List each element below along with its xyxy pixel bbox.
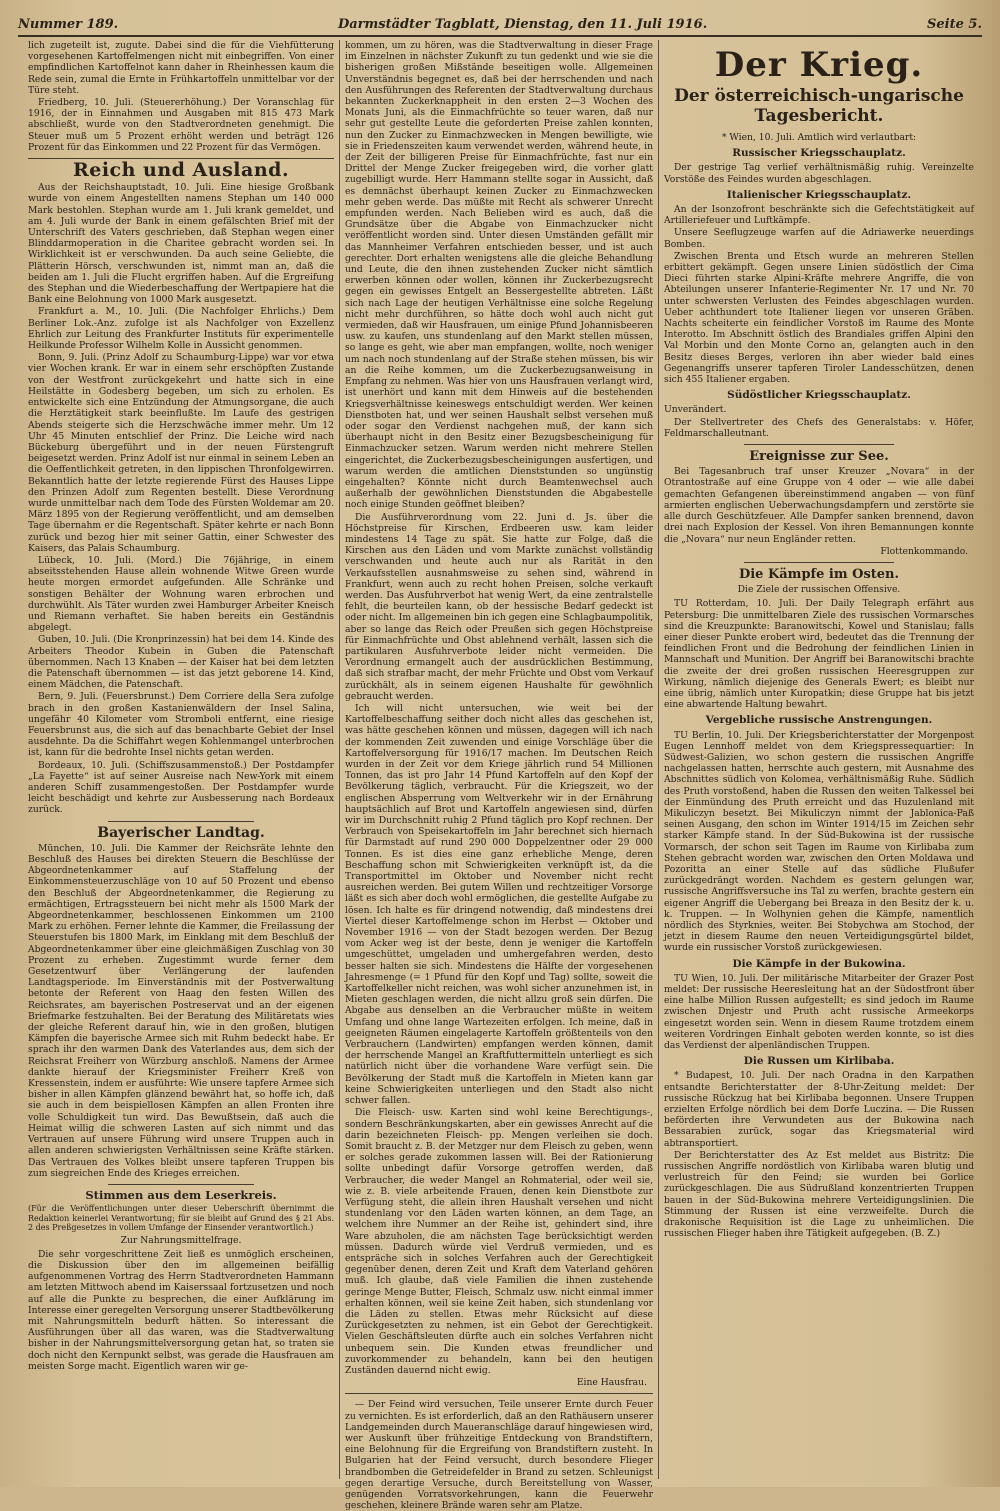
article-paragraph: Unsere Seeflugzeuge warfen auf die Adriawerke neuerdings Bomben. — [664, 227, 974, 250]
article-paragraph: Ich will nicht untersuchen, wie weit bei der Kartoffelbeschaffung seither doch nicht alles das geschehen ist, was hätte geschehen können und müssen, dagegen will ich nach der kommenden Zeit zuwenden und einige Vorschläge über die Kartoffelversorgung für 1916/17 machen. Im Deutschen Reich wurden in der Zeit vor dem Kriege jährlich rund 54 Millionen Tonnen, das ist pro Jahr 14 Pfund Kartoffeln auf den Kopf der Bevölkerung täglich, verbraucht. Für die Kriegszeit, wo der englischen Absperrung vom Weltverkehr wir in der Ernährung hauptsächlich auf Brot und Kartoffeln angewiesen sind, dürfen wir im Durchschnitt ruhig 2 Pfund täglich pro Kopf rechnen. Der Verbrauch von Speisekartoffeln im Jahr berechnet sich hiernach für Darmstadt auf rund 290 000 Doppelzentner oder 29 000 Tonnen. Es ist dies eine ganz erhebliche Menge, deren Beschaffung schon mit Schwierigkeiten verknüpft ist, da die Transportmittel im Oktober und November nicht recht ausreichen werden. Bei gutem Willen und rechtzeitiger Vorsorge läßt es sich aber doch wohl ermöglichen, die gestellte Aufgabe zu lösen. Ich halte es für dringend notwendig, daß mindestens drei Viertel dieser Kartoffelmenge schon im Herbst — Oktober und November 1916 — von der Stadt bezogen werden. Der Bezug vom Acker weg ist der beste, denn je weniger die Kartoffeln umgeschüttet, umgeladen und umhergefahren werden, desto besser halten sie sich. Mindestens die Hälfte der vorgesehenen Jahresmenge (= 1 Pfund für den Kopf und Tag) sollte, soweit die Kartoffelkeller nicht reichen, was wohl sicher anzunehmen ist, in Mieten geschlagen werden, die nicht allzu groß sein dürfen. Die Abgabe aus denselben an die Verbraucher müßte in weitem Umfang und ohne lange Wartezeiten erfolgen. Ich meine, daß in geeigneten Räumen eingelagerte Kartoffeln größtenteils von den Verbrauchern (Landwirten) empfangen werden können, damit der herrschende Mangel an Kraftfuttermitteln unterliegt es sich natürlich nicht über die vorhandene Ware verfügt sein. Die Bevölkerung der Stadt muß die Kartoffeln in Mieten kann gar keine Schwierigkeiten unterliegen und den Stadt also nicht schwer fallen. — [345, 702, 653, 1107]
article-paragraph: Unverändert. — [664, 404, 727, 416]
divider — [108, 821, 254, 822]
divider — [744, 562, 894, 563]
article-paragraph: * Budapest, 10. Juli. Der nach Oradna in den Karpathen entsandte Berichterstatter der 8-Uhr-Zeitung meldet: Der russische Rückzug hat bei Kirlibaba begonnen. Unsere Truppen erzielten Erfolge nördlich bei dem Dorfe Luczina. — Die Russen beförderten ihre Verwundeten aus der Bukowina nach Bessarabien zurück, sogar das Kriegsmaterial wird abtransportiert. — [664, 1070, 974, 1149]
editorial-note: (Für die Veröffentlichungen unter dieser Ueberschrift übernimmt die Redaktion keinerlei Verantwortung; für sie bleibt auf Grund des § 21 Abs. 2 des Preßgesetzes in vollem Umfange der Einsender verantwortlich.) — [28, 1204, 334, 1233]
article-paragraph: TU Wien, 10. Juli. Der militärische Mitarbeiter der Grazer Post meldet: Der russische Heeresleitung hat an der Südostfront über eine halbe Million Russen aufgestellt; es sind jedoch im Raume zwischen Dnjestr und Pruth acht russische Armeekorps eingesetzt worden sein. Wenn in diesem Raume trotzdem einem weiteren Vordringen Einhalt geboten werden konnte, so ist dies das Verdienst der alpenländischen Truppen. — [664, 972, 974, 1052]
divider — [744, 444, 894, 445]
article-subtitle: Die Ziele der russischen Offensive. — [737, 584, 901, 596]
war-headline: Der Krieg. — [714, 45, 924, 85]
article-paragraph: München, 10. Juli. Die Kammer der Reichsräte lehnte den Beschluß des Hauses bei direkten Steuern die Beschlüsse der Abgeordnetenkammer auf Staffelung der Einkommensteuerzuschläge von 10 auf 50 Prozent und ebenso den Beschluß der Abgeordnetenkammer, die Regierung zu ermächtigen, Ertragssteuern bei nicht mehr als 1500 Mark der Abgeordnetenkammer, beschlossenen Einkommen um 2100 Mark zu erhöhen. Ferner lehnte die Kammer, die Freilassung der Steuerstufen bis 1800 Mark, im Einklang mit dem Beschluß der Abgeordnetenkammer über eine gleichmäßigen Zuschlag von 30 Prozent zu erheben. Zugestimmt wurde ferner dem Gesetzentwurf über Verlängerung der laufenden Landtagsperiode. Im Einverständnis mit der Postverwaltung betonte der Referent von Haag den festen Willen des Reichsrates, am bayerischen Postreservat und an der eigenen Briefmarke festzuhalten. Bei der Beratung des Militäretats wies der gleiche Referent darauf hin, wie in den großen, blutigen Kämpfen die bayerische Armee sich mit Ruhm bedeckt habe. Er sprach ihr den warmen Dank des Vaterlandes aus, dem sich der Reichsrat Freiherr von Würzburg anschloß. Namens der Armee dankte hierauf der Kriegsminister Freiherr Kreß von Kressenstein, indem er ausführte: Wie unsere tapfere Armee sich bisher in allen Kämpfen glänzend bewährt hat, so hoffe ich, daß sie auch in dem beispiellosen Kämpfen an allen Fronten ihre volle Schuldigkeit tun wird. Das Bewußtsein, daß auch die Heimat willig die schweren Lasten auf sich nimmt und das Vertrauen auf unsere Führung wird unsere Truppen auch in allen anderen schwierigsten Verhältnissen seine Kräfte stärken. Das Vertrauen des Volkes bleibt unsere tapferen Truppen bis zum siegreichen Ende des Krieges erreichen. — [28, 842, 334, 1179]
section-heading-verg: Vergebliche russische Anstrengungen. — [705, 714, 933, 727]
divider — [345, 1393, 653, 1394]
article-paragraph: Bordeaux, 10. Juli. (Schiffszusammenstoß.) Der Postdampfer „La Fayette“ ist auf seiner Ausreise nach New-York mit einem anderen Schiff zusammengestoßen. Der Postdampfer wurde leicht beschädigt und kehrte zur Ausbesserung nach Bordeaux zurück. — [28, 759, 334, 816]
column-3 — [664, 40, 974, 1479]
article-paragraph: Aus der Reichshauptstadt, 10. Juli. Eine hiesige Großbank wurde von einem Angestellten namens Stephan um 140 000 Mark bestohlen. Stephan wurde am 1. Juli krank gemeldet, und am 4. Juli wurde der Bank in einem gefälschten Brief mit der Unterschrift des Vaters geschrieben, daß Stephan wegen einer Blinddarmoperation in die Charitee gebracht worden sei. In Wirklichkeit ist er verschwunden. Da auch seine Geliebte, die Plätterin Hörsch, verschwunden ist, nimmt man an, daß die beiden am 1. Juli die Flucht ergriffen haben. Auf die Ergreifung des Stephan und die Wiederbeschaffung der Wertpapiere hat die Bank eine Belohnung von 1000 Mark ausgesetzt. — [28, 182, 334, 306]
article-paragraph: kommen, um zu hören, was die Stadtverwaltung in dieser Frage im Einzelnen in nächster Zukunft zu tun gedenkt und wie sie die bisherigen großen Mißstände beseitigen wolle. Allgemeinen Unverständnis begegnet es, daß bei der herrschenden und nach den Ausführungen des Referenten der Stadtverwaltung durchaus bekannten Zuckerknappheit in den ersten 2—3 Wochen des Monats Juni, als die Einmachfrüchte so teuer waren, daß nur sehr gut gestellte Leute die geforderten Preise zahlen konnten, nun den Zucker zu Einmachzwecken in Mengen bewilligte, wie sie in Friedenszeiten kaum verwendet werden, während heute, in der Zeit der billigeren Preise für Einmachfrüchte, fast nur ein Drittel der Menge Zucker freigegeben wird, die vorher glatt zugebilligt wurde. Herr Hammann stellte sogar in Aussicht, daß es demnächst überhaupt keinen Zucker zu Einmachzwecken mehr geben werde. Das müßte mit Recht als schwerer Unrecht empfunden werden. Nach Belieben wird es auch, daß die Grundsätze über die Abgabe von Einmachzucker nicht veröffentlicht worden sind. Unter diesen Umständen gefällt mir das Mannheimer Verfahren entschieden besser, und ist auch gerechter. Dort erhalten wenigstens alle die gleiche Behandlung und Leute, die den ihnen zustehenden Zucker nicht sämtlich erwerben können oder wollen, können ihr Zuckerbezugsrecht gegen ein gewisses Entgelt an Bessergestellte abtreten. Läßt sich nach Lage der heutigen Verhältnisse eine solche Regelung nicht mehr durchführen, so hätte doch wohl auch nicht gut vermieden, daß wir Hausfrauen, um einige Pfund Johannisbeeren usw. zu kaufen, uns stundenlang auf den Markt stellen müssen, so lange es geht, wie aber man empfangen, wollte, noch weniger um nach noch stundenlang auf der Straße stehen müssen, bis wir an die Reihe kommen, um die Zuckerbezugsanweisung in Empfang zu nehmen. Was hier von uns Hausfrauen verlangt wird, ist unerhört und kann mit dem Hinweis auf die bestehenden Kriegsverhältnisse keineswegs entschuldigt werden. Wer keinen Dienstboten hat, und wer seinen Haushalt selbst versehen muß oder sogar den Verdienst nachgehen muß, der kann sich überhaupt nicht in den Besitz einer Bezugsbescheinigung für Einmachzucker setzen. Warum werden nicht mehrere Stellen eingerichtet, die Zuckerbezugsbescheinigungen ausfertigen, und warum werden die amtlichen Dienststunden so ungünstig eingehalten? Könnte nicht durch Beamtenwechsel auch außerhalb der gewöhnlichen Dienststunden die Abgabestelle noch einige Stunden geöffnet bleiben? — [345, 40, 653, 511]
paper-dateline: Darmstädter Tagblatt, Dienstag, den 11. Juli 1916. — [337, 17, 708, 32]
article-paragraph: Frankfurt a. M., 10. Juli. (Die Nachfolger Ehrlichs.) Dem Berliner Lok.-Anz. zufolge ist als Nachfolger von Exzellenz Ehrlich zur Leitung des Frankfurter Instituts für experimentelle Heilkunde Professor Wilhelm Kolle in Aussicht genommen. — [28, 306, 334, 352]
article-paragraph: Der Stellvertreter des Chefs des Generalstabs: v. Höfer, Feldmarschalleutnant. — [664, 416, 974, 439]
section-heading-see: Ereignisse zur See. — [749, 449, 889, 465]
article-paragraph: Lübeck, 10. Juli. (Mord.) Die 76jährige, in einem abseitsstehenden Hause allein wohnende Witwe Green wurde heute morgen ermordet aufgefunden. Alle Schränke und sonstigen Behälter der Wohnung waren erbrochen und durchwühlt. Als Täter wurden zwei Hamburger Arbeiter Kneisch und Riemann verhaftet. Sie haben bereits ein Geständnis abgelegt. — [28, 554, 334, 634]
article-paragraph: TU Rotterdam, 10. Juli. Der Daily Telegraph erfährt aus Petersburg: Die unmittelbaren Ziele des russischen Vormarsches sind die Kreuzpunkte: Baranowitschi, Kowel und Stanislau; falls einer dieser Punkte erobert wird, bedeutet das die Trennung der feindlichen Front und die Bedrohung der feindlichen Linien in Mannschaft und Munition. Der Angriff bei Baranowitschi brachte die zweite der drei großen russischen Heeresgruppen zur Wirkung, nämlich diejenige des Generals Ewert; es bleibt nur eine übrig, nämlich unter Kuropatkin; diese Gruppe hat bis jetzt eine abwartende Haltung bewahrt. — [664, 598, 974, 711]
column-divider — [658, 40, 659, 1479]
column-2 — [345, 40, 653, 1511]
article-paragraph: Der gestrige Tag verlief verhältnismäßig ruhig. Vereinzelte Vorstöße des Feindes wurden abgeschlagen. — [664, 162, 974, 185]
signature: Flottenkommando. — [880, 545, 968, 557]
section-heading-russ: Russischer Kriegsschauplatz. — [732, 147, 906, 160]
article-paragraph: Zwischen Brenta und Etsch wurde an mehreren Stellen erbittert gekämpft. Gegen unsere Linien südöstlich der Cima Dieci führten starke Alpini-Kräfte mehrere Angriffe, die von Abteilungen unserer Infanterie-Regimenter Nr. 17 und Nr. 70 unter schwersten Verlusten des Feindes abgeschlagen wurden. Ueber achthundert tote Italiener liegen vor unseren Gräben. Nachts scheiterte ein feindlicher Vorstoß im Raume des Monte Interotto. Im Abschnitt östlich des Brandiales griffen Alpini den Val Morbin und den Monte Corno an, gelangten auch in den Besitz dieses Berges, verloren ihn aber wieder bald eines Gegenangriffs unserer tapferen Tiroler Landesschützen, denen sich 455 Italiener ergaben. — [664, 250, 974, 386]
masthead — [18, 6, 982, 37]
article-paragraph: Die Fleisch- usw. Karten sind wohl keine Berechtigungs-, sondern Beschränkungskarten, aber ein gewisses Anrecht auf die darin bezeichneten Fleisch- pp. Mengen verleihen sie doch. Somit braucht z. B. der Metzger nur dem Fleisch zu geben, wenn er solches gerade zukommen lassen will. Bei der Rationierung sollte unbedingt dafür Vorsorge getroffen werden, daß Verbraucher, die weder Mangel an Rohmaterial, oder weil sie, wie z. B. viele arbeitende Frauen, denen kein Dienstbote zur Verfügung steht, die allein ihren Haushalt versehen und nicht stundenlang vor den Läden warten können, an dem Tage, an welchem ihre Nummer an der Reihe ist, gehindert sind, ihre Ware abzuholen, die am nächsten Tage berücksichtigt werden müssen. Dadurch würde viel Verdruß vermieden, und es entspräche sich in solches Verfahren auch der Gerechtigkeit gegenüber denen, deren Zeit und Kraft dem Vaterland gehören muß. Ich glaube, daß viele Familien die ihnen zustehende geringe Menge Butter, Fleisch, Schmalz usw. nicht einmal immer erhalten können, weil sie keine Zeit haben, sich stundenlang vor die Läden zu stellen. Etwas mehr Rücksicht auf diese Zurückgesetzten zu nehmen, ist ein Gebot der Gerechtigkeit. Vielen Geschäftsleuten dürfte auch ein solches Verfahren nicht unbequem sein. Die Kunden etwas freundlicher und zuvorkommender zu behandeln, kann bei den heutigen Zuständen dauernd nicht ewig. — [345, 1107, 653, 1376]
section-heading-sued: Südöstlicher Kriegsschauplatz. — [727, 389, 911, 402]
article-paragraph: Die Ausführverordnung vom 22. Juni d. Js. über die Höchstpreise für Kirschen, Erdbeeren usw. kam leider mindestens 14 Tage zu spät. Sie hatte zur Folge, daß die Kirschen aus den Läden und vom Markte zunächst vollständig verschwanden und heute auch nur als Rarität in den Verkaufsstellen ausnahmsweise zu sehen sind, während in Frankfurt, wenn auch zu recht hohen Preisen, solche verkauft werden. Das Ausfuhrverbot hat wenig Wert, da eine zentralstelle fehlt, die beurteilen kann, ob der hessische Bedarf gedeckt ist oder nicht. Im allgemeinen bin ich gegen eine Schlagbaumpolitik, aber so lange das Reich oder Preußen sich gegen Höchstpreise für Einmachfrüchte und Obst ablehnend verhält, lassen sich die partikularen Ausfuhrverbote leider nicht vermeiden. Die Verordnung ermangelt auch der ausdrücklichen Bestimmung, daß sich strafbar macht, der mehr Früchte und Obst vom Verkauf zurückhält, als in seinem eigenen Haushalte für gewöhnlich gebraucht werden. — [345, 511, 653, 702]
section-heading-reich: Reich und Ausland. — [72, 159, 290, 182]
section-heading-leserkreis: Stimmen aus dem Leserkreis. — [85, 1187, 277, 1202]
issue-number: Nummer 189. — [18, 17, 119, 32]
section-heading-bukowina: Die Kämpfe in der Bukowina. — [732, 957, 906, 970]
page-number: Seite 5. — [927, 17, 982, 32]
signature: Eine Hausfrau. — [576, 1377, 647, 1389]
article-paragraph: Bonn, 9. Juli. (Prinz Adolf zu Schaumburg-Lippe) war vor etwa vier Wochen krank. Er war in einem sehr erschöpften Zustande von der Westfront zurückgekehrt und hatte sich in eine Heilstätte in Godesberg begeben, um sich zu erholen. Es entwickelte sich eine Entzündung der Atmungsorgane, die auch die Herztätigkeit stark beeinflußte. Im Laufe des gestrigen Abends steigerte sich die Herzschwäche immer mehr. Um 12 Uhr 45 Minuten entschlief der Prinz. Die Leiche wird nach Bückeburg übergeführt und in der neuen Fürstengruft beigesetzt werden. Prinz Adolf ist nur einmal in seinem Leben an die Oeffentlichkeit getreten, in den lippischen Thronfolgewirren. Bekanntlich hatte der letzte regierende Fürst des Hauses Lippe den Prinzen Adolf zum Regenten bestellt. Diese Verordnung wurde unmittelbar nach dem Tode des Fürsten Woldemar am 20. März 1895 von der Regierung veröffentlicht, und am demselben Tage übernahm er die Regentschaft. Später kehrte er nach Bonn zurück und bezog hier mit seiner Gattin, einer Schwester des Kaisers, das Palais Schaumburg. — [28, 352, 334, 554]
dateline: * Wien, 10. Juli. Amtlich wird verlautbart: — [721, 132, 917, 143]
divider — [108, 1184, 254, 1185]
article-paragraph: Guben, 10. Juli. (Die Kronprinzessin) hat bei dem 14. Kinde des Arbeiters Theodor Kubein in Guben die Patenschaft übernommen. Nach 13 Knaben — der Kaiser hat bei dem letzten die Patenschaft übernommen — ist das jetzt geborene 14. Kind, einem Mädchen, die Patenschaft. — [28, 634, 334, 691]
article-paragraph: Der Berichterstatter des Az Est meldet aus Bistritz: Die russischen Angriffe nordöstlich von Kirlibaba waren blutig und verlustreich für den Feind; sie wurden bei Gorlice zurückgeschlagen. Die aus Südrußland konzentrierten Truppen bauen in der Süd-Bukowina mehrere Verteidigungslinien. Die Stimmung der Russen ist eine verzweifelte. Durch die drakonische Requisition ist die Lage zu unheimlichen. Die russischen Flieger haben ihre Tätigkeit aufgegeben. (B. Z.) — [664, 1149, 974, 1240]
article-paragraph: Bei Tagesanbruch traf unser Kreuzer „Novara“ in der Otrantostraße auf eine Gruppe von 4 oder — wie alle dabei gemachten Gefangenen übereinstimmend angaben — von fünf armierten englischen Ueberwachungsdampfern und zerstörte sie alle durch Geschützfeuer. Alle Dampfer sanken brennend, davon drei nach Explosion der Kessel. Von ihren Bemannungen konnte die „Novara“ nur neun Engländer retten. — [664, 466, 974, 545]
section-heading-osten: Die Kämpfe im Osten. — [738, 566, 900, 582]
article-paragraph: Bern, 9. Juli. (Feuersbrunst.) Dem Corriere della Sera zufolge brach in den großen Kastanienwäldern der Insel Salina, ungefähr 40 Kilometer vom Stromboli entfernt, eine riesige Feuersbrunst aus, die sich auf das benachbarte Gebiet der Insel ausdehnte. Da die Schiffahrt wegen Kohlenmangel unterbrochen ist, kann für die bedrohte Insel nichts getan werden. — [28, 691, 334, 759]
article-paragraph: Die sehr vorgeschrittene Zeit ließ es unmöglich erscheinen, die Diskussion über den im allgemeinen beifällig aufgenommenen Vortrag des Herrn Stadtverordneten Hammann am letzten Mittwoch abend im Kaiserssaal fortzusetzen und noch auf alle die Punkte zu besprechen, die einer Aufklärung im Interesse einer geregelten Versorgung unserer Stadtbevölkerung mit Nahrungsmitteln bedurft hätten. So interessant die Ausführungen über all das waren, was die Stadtverwaltung bisher in der Nahrungsmittelversorgung getan hat, so traten sie doch nicht den Kernpunkt selbst, was gerade die Hausfrauen am meisten Sorge macht. Eigentlich waren wir ge- — [28, 1248, 334, 1372]
article-paragraph: An der Isonzofront beschränkte sich die Gefechtstätigkeit auf Artilleriefeuer und Luftkämpfe. — [664, 204, 974, 227]
section-heading-ital: Italienischer Kriegsschauplatz. — [726, 188, 912, 201]
column-1 — [28, 40, 334, 1479]
section-heading-kirlibaba: Die Russen um Kirlibaba. — [743, 1055, 895, 1068]
article-paragraph: Friedberg, 10. Juli. (Steuererhöhung.) Der Voranschlag für 1916, der in Einnahmen und Ausgaben mit 815 473 Mark abschließt, wurde von den Stadtverordneten genehmigt. Die Steuer muß um 5 Prozent erhöht werden und beträgt 126 Prozent für das Einkommen und 22 Prozent für das Vermögen. — [28, 97, 334, 153]
article-paragraph: TU Berlin, 10. Juli. Der Kriegsberichterstatter der Morgenpost Eugen Lennhoff meldet von dem Kriegspressequartier: In Südwest-Galizien, wo schon gestern die russischen Angriffe nachgelassen hatten, herrschte auch gestern, mit Ausnahme des Abschnittes südlich von Kolomea, verhältnismäßig Ruhe. Südlich des Pruth vorstoßend, haben die Russen den weiten Talkessel bei der Einmündung des Pruth erreicht und das Huzulenland mit Mikuliczyn besetzt. Bei Mikuliczyn nimmt der Jablonica-Paß seinen Ausgang, den schon im Winter 1914/15 im Zeichen sehr starker Kämpfe stand. In der Süd-Bukowina ist der russische Vormarsch, der schon seit Tagen im Raume von Kirlibaba zum Stehen gebracht worden war, zwischen den Orten Moldawa und Pozoritta an einer Stelle auf das südliche Flußufer zurückgedrängt worden. Nachdem es gestern gelungen war, russische Angriffsversuche ins Tal zu werfen, brachte gestern ein eigener Angriff die Uebergang bei Breaza in den Besitz der k. u. k. Truppen. — In Wolhynien gehen die Kämpfe, namentlich nördlich des Styrknies, weiter. Bei Stobychwa am Stochod, der jetzt in diesem Raume den neuen Verteidigungsgürtel bildet, wurde ein russischer Vorstoß zurückgewiesen. — [664, 729, 974, 954]
section-heading-bayern: Bayerischer Landtag. — [97, 824, 265, 841]
war-subheadline: Der österreichisch-ungarische Tagesbericht. — [674, 86, 964, 126]
article-paragraph: — Der Feind wird versuchen, Teile unserer Ernte durch Feuer zu vernichten. Es ist erforderlich, daß an den Rathäusern unserer Landgemeinden durch Maueranschläge darauf hingewiesen wird, wer Auskunft über frühzeitige Entdeckung von Brandstiftern, eine Belohnung für die Ergreifung von Brandstiftern zusteht. In Bulgarien hat der Feind versucht, durch besondere Flieger brandbomben die Getreidefelder in Brand zu setzen. Schleunigst gegen derartige Versuche, durch Bereitstellung von Wasser, genügenden Vorratsvorkehrungen, kann die Feuerwehr geschehen, kleinere Brände waren sehr am Platze. — [345, 1399, 653, 1511]
column-divider — [339, 40, 340, 1479]
article-paragraph: lich zugeteilt ist, zugute. Dabei sind die für die Viehfütterung vorgesehenen Kartoffelmengen nicht mit einbegriffen. Von einer empfindlichen Kartoffelnot kann daher in Rheinhessen kaum die Rede sein, zumal die Ernte in Frühkartoffeln unmittelbar vor der Türe steht. — [28, 40, 334, 96]
article-title: Zur Nahrungsmittelfrage. — [120, 1234, 242, 1246]
